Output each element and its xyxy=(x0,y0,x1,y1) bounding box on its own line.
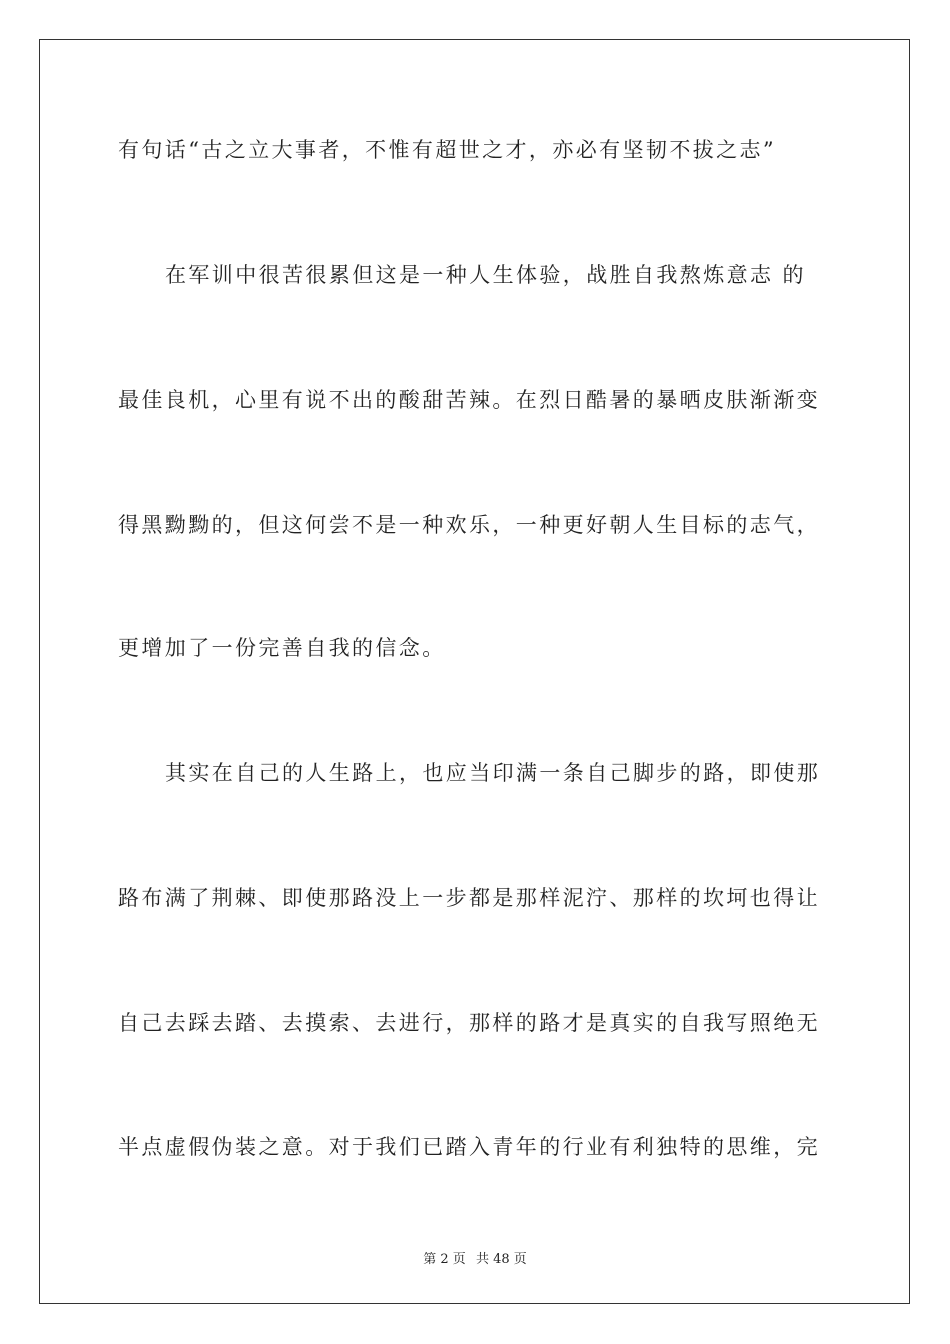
text-line-1: 有句话“古之立大事者，不惟有超世之才，亦必有坚韧不拔之志” xyxy=(118,138,777,162)
text-line-2: 在军训中很苦很累但这是一种人生体验，战胜自我熬炼意志 的 xyxy=(165,263,806,287)
text-line-7: 路布满了荆棘、即使那路没上一步都是那样泥泞、那样的坎坷也得让 xyxy=(118,886,820,910)
text-line-9: 半点虚假伪装之意。对于我们已踏入青年的行业有利独特的思维，完 xyxy=(118,1135,820,1159)
page-number: 第 2 页 xyxy=(423,1252,466,1267)
text-line-8: 自己去踩去踏、去摸索、去进行，那样的路才是真实的自我写照绝无 xyxy=(118,1011,820,1035)
text-line-4: 得黑黝黝的，但这何尝不是一种欢乐，一种更好朝人生目标的志气， xyxy=(118,513,820,537)
page-border xyxy=(39,39,910,1304)
text-line-3: 最佳良机，心里有说不出的酸甜苦辣。在烈日酷暑的暴晒皮肤渐渐变 xyxy=(118,388,820,412)
page-footer xyxy=(0,1248,950,1267)
text-line-6: 其实在自己的人生路上，也应当印满一条自己脚步的路，即使那 xyxy=(165,761,821,785)
page-total: 共 48 页 xyxy=(475,1252,527,1267)
text-line-5: 更增加了一份完善自我的信念。 xyxy=(118,636,446,660)
